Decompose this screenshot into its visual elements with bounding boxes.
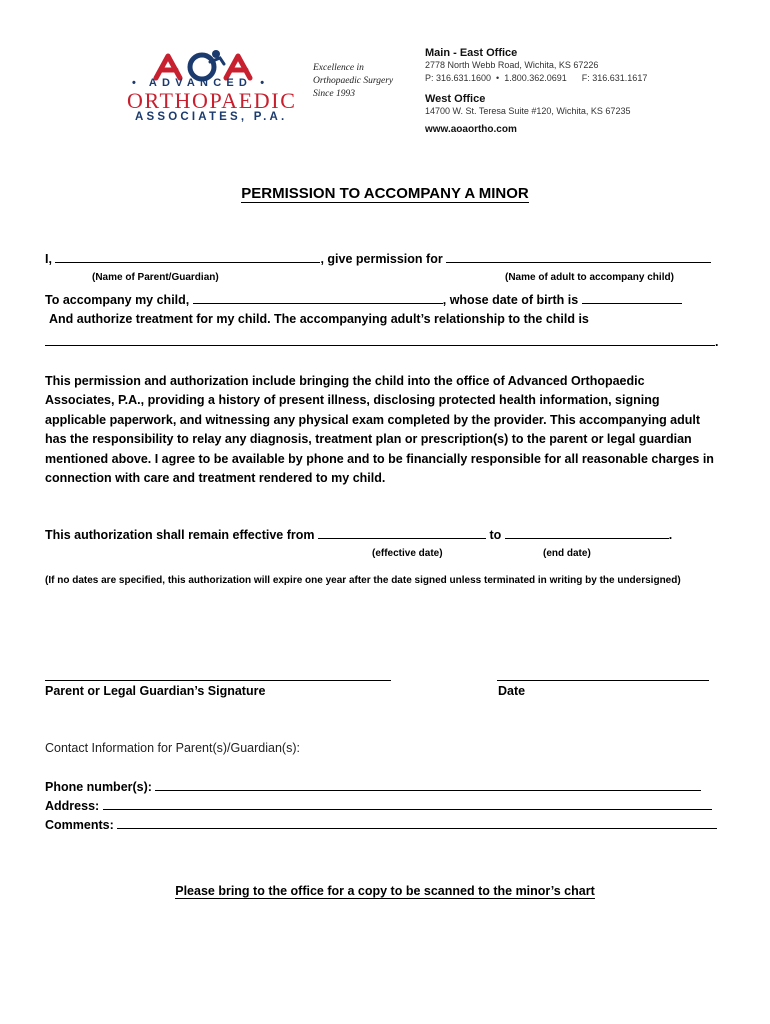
main-office-address: 2778 North Webb Road, Wichita, KS 67226: [425, 60, 599, 70]
child-name-field[interactable]: [193, 291, 443, 304]
contact-heading: Contact Information for Parent(s)/Guardian(s):: [45, 741, 300, 755]
address-field[interactable]: [103, 797, 712, 810]
comments-line: Comments:: [45, 816, 717, 832]
effective-line: This authorization shall remain effective from to .: [45, 528, 673, 542]
end-date-field[interactable]: [505, 526, 669, 539]
parent-name-field[interactable]: [55, 250, 320, 263]
child-dob-field[interactable]: [582, 291, 682, 304]
signature-label: Parent or Legal Guardian’s Signature: [45, 684, 266, 698]
main-office-heading: Main - East Office: [425, 47, 518, 59]
signature-date-field[interactable]: [497, 680, 709, 681]
adult-name-field[interactable]: [446, 250, 711, 263]
adult-name-label: (Name of adult to accompany child): [505, 272, 674, 283]
permission-line-1: I, , give permission for: [45, 250, 711, 266]
authorization-paragraph: This permission and authorization include bringing the child into the office of Advanced Orthopaedic Associates, P.A., providing a history of present illness, disclosing protected health information, signing applicable paperwork, and witnessing any physical exam completed by the provider. This accompanying adult has the responsibility to relay any diagnosis, treatment plan or prescription(s) to the parent or legal guardian mentioned above. I agree to be available by phone and to be financially responsible for all reasonable charges in connection with care and treatment rendered to my child.: [45, 374, 714, 486]
west-office-heading: West Office: [425, 93, 486, 105]
permission-line-4: .: [45, 333, 718, 349]
signature-field[interactable]: [45, 680, 391, 681]
logo-advanced-text: • ADVANCED •: [132, 77, 270, 89]
logo-associates-text: ASSOCIATES, P.A.: [135, 111, 288, 123]
website-link[interactable]: www.aoaortho.com: [425, 124, 517, 135]
west-office-address: 14700 W. St. Teresa Suite #120, Wichita, KS 67235: [425, 106, 631, 116]
footer-note: Please bring to the office for a copy to be scanned to the minor’s chart: [175, 884, 595, 898]
main-office-phones: P: 316.631.1600 • 1.800.362.0691 F: 316.631.1617: [425, 73, 648, 83]
comments-field[interactable]: [117, 816, 717, 829]
permission-line-3: And authorize treatment for my child. The accompanying adult’s relationship to the child is: [49, 312, 589, 326]
expiration-note: (If no dates are specified, this authorization will expire one year after the date signed unless terminated in writing by the undersigned): [45, 575, 681, 586]
page-title: PERMISSION TO ACCOMPANY A MINOR: [241, 185, 529, 202]
logo-orthopaedic-text: ORTHOPAEDIC: [127, 88, 297, 113]
signature-date-label: Date: [498, 684, 526, 698]
address-line: Address:: [45, 797, 712, 813]
parent-name-label: (Name of Parent/Guardian): [92, 272, 219, 283]
end-date-label: (end date): [543, 548, 591, 559]
effective-date-label: (effective date): [372, 548, 443, 559]
effective-date-field[interactable]: [318, 526, 486, 539]
permission-line-2: To accompany my child, , whose date of birth is: [45, 291, 682, 307]
phone-line: Phone number(s):: [45, 778, 701, 794]
tagline: Excellence in Orthopaedic Surgery Since 1993: [313, 63, 394, 99]
phone-field[interactable]: [155, 778, 701, 791]
relationship-field[interactable]: [45, 333, 715, 346]
